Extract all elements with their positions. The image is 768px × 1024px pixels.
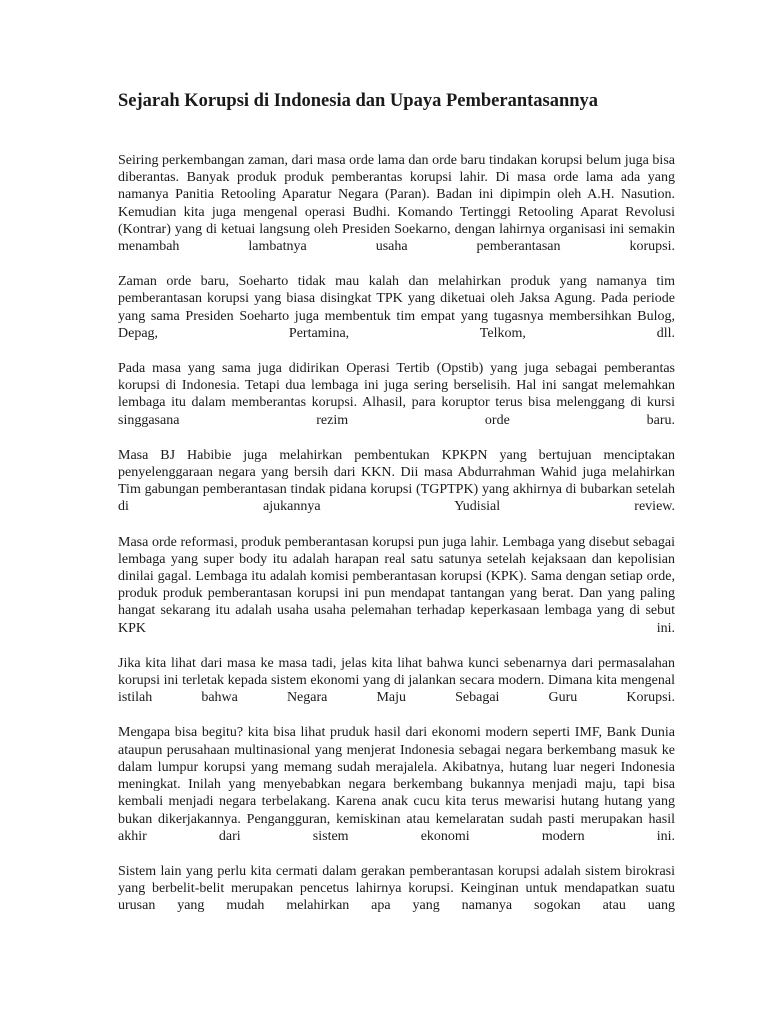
- paragraph-reformasi: Masa orde reformasi, produk pemberantasan korupsi pun juga lahir. Lembaga yang disebut sebagai lembaga yang super body itu adalah harapan real satu satunya setelah kejaksaan dan kepolisian dinilai gagal. Lembaga itu adalah komisi pemberantasan korupsi (KPK). Sama dengan setiap orde, produk produk pemberantasan korupsi ini pun mendapat tantangan yang berat. Dan yang paling hangat sekarang itu adalah usaha usaha pelemahan terhadap keperkasaan lembaga yang di sebut KPK ini.: [118, 534, 675, 636]
- paragraph-opstib: Pada masa yang sama juga didirikan Operasi Tertib (Opstib) yang juga sebagai pemberantas korupsi di Indonesia. Tetapi dua lembaga ini juga sering berselisih. Hal ini sangat melemahkan lembaga itu dalam memberantas korupsi. Alhasil, para koruptor terus bisa melenggang di kursi singgasana rezim orde baru.: [118, 361, 675, 428]
- paragraph-birokrasi: Sistem lain yang perlu kita cermati dalam gerakan pemberantasan korupsi adalah sistem birokrasi yang berbelit-belit merupakan pencetus lahirnya korupsi. Keinginan untuk mendapatkan suatu urusan yang mudah melahirkan apa yang namanya sogokan atau uang: [118, 863, 675, 914]
- paragraph-ekonomi-modern: Mengapa bisa begitu? kita bisa lihat pruduk hasil dari ekonomi modern seperti IMF, Bank Dunia ataupun perusahaan multinasional yang menjerat Indonesia sebagai negara berkembang masuk ke dalam lumpur korupsi yang memang sudah merajalela. Akibatnya, hutang luar negeri Indonesia meningkat. Inilah yang menyebabkan negara berkembang bukannya menjadi maju, tapi bisa kembali menjadi negara terbelakang. Karena anak cucu kita terus mewarisi hutang hutang yang bukan dikerjakannya. Pengangguran, kemiskinan atau kemelaratan sudah pasti merupakan hasil akhir dari sistem ekonomi modern ini.: [118, 725, 675, 844]
- document-title: Sejarah Korupsi di Indonesia dan Upaya Pemberantasannya: [118, 91, 599, 111]
- document-body: [118, 152, 675, 933]
- paragraph-orde-baru: Zaman orde baru, Soeharto tidak mau kalah dan melahirkan produk yang namanya tim pemberantasan korupsi yang biasa disingkat TPK yang diketuai oleh Jaksa Agung. Pada periode yang sama Presiden Soeharto juga membentuk tim empat yang tugasnya membersihkan Bulog, Depag, Pertamina, Telkom, dll.: [118, 274, 675, 341]
- paragraph-orde-lama: Seiring perkembangan zaman, dari masa orde lama dan orde baru tindakan korupsi belum juga bisa diberantas. Banyak produk produk pemberantas korupsi lahir. Di masa orde lama ada yang namanya Panitia Retooling Aparatur Negara (Paran). Badan ini dipimpin oleh A.H. Nasution. Kemudian kita juga mengenal operasi Budhi. Komando Tertinggi Retooling Aparat Revolusi (Kontrar) yang di ketuai langsung oleh Presiden Soekarno, dengan lahirnya organisasi ini semakin menambah lambatnya usaha pemberantasan korupsi.: [118, 153, 675, 255]
- paragraph-habibie: Masa BJ Habibie juga melahirkan pembentukan KPKPN yang bertujuan menciptakan penyelenggaraan negara yang bersih dari KKN. Dii masa Abdurrahman Wahid juga melahirkan Tim gabungan pemberantasan tindak pidana korupsi (TGPTPK) yang akhirnya di bubarkan setelah di ajukannya Yudisial review.: [118, 447, 675, 515]
- paragraph-kesimpulan: Jika kita lihat dari masa ke masa tadi, jelas kita lihat bahwa kunci sebenarnya dari permasalahan korupsi ini terletak kepada sistem ekonomi yang di jalankan secara modern. Dimana kita mengenal istilah bahwa Negara Maju Sebagai Guru Korupsi.: [118, 655, 675, 706]
